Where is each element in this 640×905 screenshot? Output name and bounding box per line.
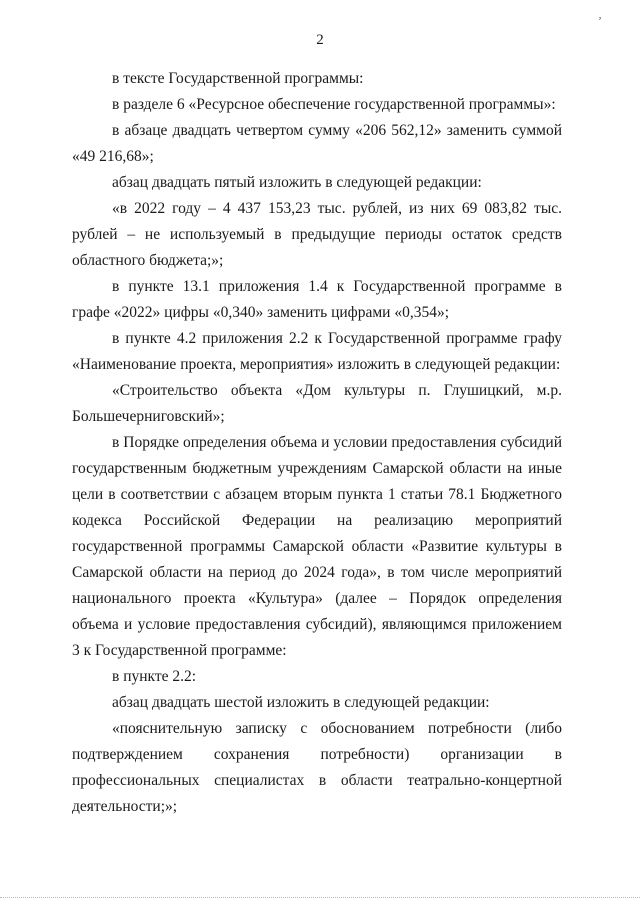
document-body xyxy=(72,66,562,820)
paragraph-9: в Порядке определения объема и условии предоставления субсидий государственным бюджетным учреждениям Самарской области на иные цели в соответствии с абзацем вторым пункта 1 статьи 78.1 Бюджетного кодекса Российской Федерации на реализацию мероприятий государственной программы Самарской области «Развитие культуры в Самарской области на период до 2024 года», в том числе мероприятий национального проекта «Культура» (далее – Порядок определения объема и условие предоставления субсидий), являющимся приложением 3 к Государственной программе: xyxy=(72,434,562,659)
paragraph-8: «Строительство объекта «Дом культуры п. Глушицкий, м.р. Большечерниговский»; xyxy=(72,382,562,425)
paragraph-3: в абзаце двадцать четвертом сумму «206 562,12» заменить суммой «49 216,68»; xyxy=(72,122,562,165)
paragraph-6: в пункте 13.1 приложения 1.4 к Государственной программе в графе «2022» цифры «0,340» заменить цифрами «0,354»; xyxy=(72,278,562,321)
paragraph-12: «пояснительную записку с обоснованием потребности (либо подтверждением сохранения потребности) организации в профессиональных специалистах в области театрально-концертной деятельности;»; xyxy=(72,720,562,815)
bottom-edge-line xyxy=(0,897,640,899)
paragraph-5: «в 2022 году – 4 437 153,23 тыс. рублей, из них 69 083,82 тыс. рублей – не используемый в предыдущие периоды остаток средств областного бюджета;»; xyxy=(72,200,562,269)
paragraph-7: в пункте 4.2 приложения 2.2 к Государственной программе графу «Наименование проекта, мероприятия» изложить в следующей редакции: xyxy=(72,330,562,373)
paragraph-1: в тексте Государственной программы: xyxy=(112,70,364,87)
page-number: 2 xyxy=(316,32,324,48)
paragraph-11: абзац двадцать шестой изложить в следующей редакции: xyxy=(112,694,490,711)
paragraph-4: абзац двадцать пятый изложить в следующей редакции: xyxy=(112,174,482,191)
corner-mark: ʼ xyxy=(598,14,602,28)
paragraph-2: в разделе 6 «Ресурсное обеспечение государственной программы»: xyxy=(112,96,556,113)
paragraph-10: в пункте 2.2: xyxy=(112,668,197,685)
